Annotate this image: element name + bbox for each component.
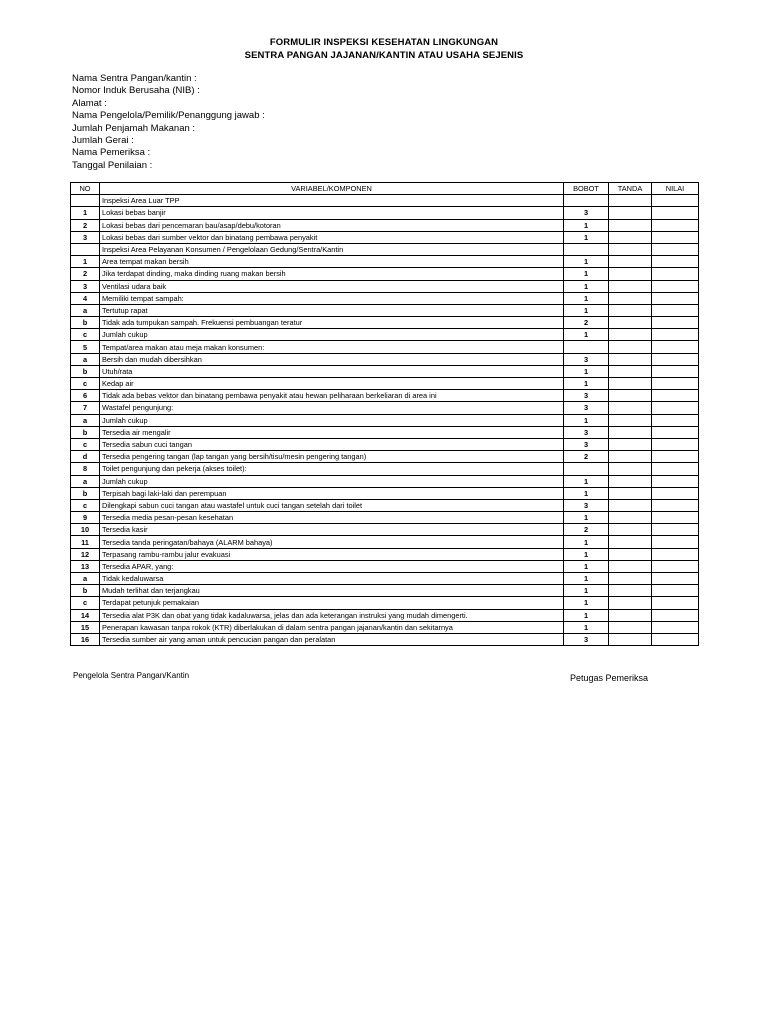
signature-petugas: Petugas Pemeriksa [570, 673, 649, 683]
row-number: 8 [71, 463, 100, 475]
table-header-row [71, 183, 699, 195]
row-variabel: Jumlah cukup [100, 329, 564, 341]
table-row [71, 207, 699, 219]
row-tanda[interactable] [609, 280, 652, 292]
row-variabel: Bersih dan mudah dibersihkan [100, 353, 564, 365]
row-bobot: 3 [564, 390, 609, 402]
row-nilai[interactable] [652, 499, 699, 511]
field-penjamah: Jumlah Penjamah Makanan : [72, 122, 196, 134]
row-variabel: Toilet pengunjung dan pekerja (akses toilet): [100, 463, 564, 475]
row-variabel: Tersedia kasir [100, 524, 564, 536]
row-number: d [71, 451, 100, 463]
row-variabel: Lokasi bebas dari pencemaran bau/asap/debu/kotoran [100, 219, 564, 231]
table-row [71, 560, 699, 572]
row-variabel: Area tempat makan bersih [100, 256, 564, 268]
row-nilai[interactable] [652, 426, 699, 438]
table-row [71, 378, 699, 390]
row-tanda[interactable] [609, 560, 652, 572]
row-bobot: 3 [564, 438, 609, 450]
row-tanda[interactable] [609, 487, 652, 499]
row-tanda[interactable] [609, 633, 652, 645]
row-number: 2 [71, 268, 100, 280]
row-number: a [71, 573, 100, 585]
field-nama-sentra: Nama Sentra Pangan/kantin : [72, 73, 197, 84]
row-tanda[interactable] [609, 195, 652, 207]
row-bobot: 1 [564, 512, 609, 524]
row-tanda[interactable] [609, 402, 652, 414]
row-number: 9 [71, 512, 100, 524]
row-number: c [71, 329, 100, 341]
row-number: 16 [71, 633, 100, 645]
table-row [71, 475, 699, 487]
row-nilai[interactable] [652, 487, 699, 499]
row-nilai[interactable] [652, 463, 699, 475]
row-number: a [71, 304, 100, 316]
row-tanda[interactable] [609, 597, 652, 609]
table-row [71, 280, 699, 292]
row-variabel: Terpisah bagi laki-laki dan perempuan [100, 487, 564, 499]
row-number: 5 [71, 341, 100, 353]
row-number: 12 [71, 548, 100, 560]
row-tanda[interactable] [609, 499, 652, 511]
row-number: 13 [71, 560, 100, 572]
row-nilai[interactable] [652, 268, 699, 280]
row-variabel: Tersedia APAR, yang: [100, 560, 564, 572]
row-number [71, 195, 100, 207]
header-bobot: BOBOT [564, 183, 609, 195]
table-row [71, 536, 699, 548]
row-number: 1 [71, 207, 100, 219]
row-bobot: 1 [564, 573, 609, 585]
row-bobot: 1 [564, 231, 609, 243]
table-row [71, 292, 699, 304]
row-tanda[interactable] [609, 292, 652, 304]
table-row [71, 243, 699, 255]
row-nilai[interactable] [652, 256, 699, 268]
row-number: b [71, 426, 100, 438]
table-row [71, 438, 699, 450]
table-row [71, 512, 699, 524]
row-nilai[interactable] [652, 633, 699, 645]
row-nilai[interactable] [652, 292, 699, 304]
row-tanda[interactable] [609, 438, 652, 450]
row-nilai[interactable] [652, 231, 699, 243]
table-row [71, 341, 699, 353]
row-nilai[interactable] [652, 451, 699, 463]
row-nilai[interactable] [652, 573, 699, 585]
row-number: 14 [71, 609, 100, 621]
table-row [71, 231, 699, 243]
row-nilai[interactable] [652, 402, 699, 414]
row-bobot: 3 [564, 402, 609, 414]
row-bobot: 1 [564, 280, 609, 292]
row-number: 10 [71, 524, 100, 536]
row-variabel: Jumlah cukup [100, 414, 564, 426]
row-variabel: Tersedia sabun cuci tangan [100, 438, 564, 450]
header-tanda: TANDA [609, 183, 652, 195]
table-row [71, 329, 699, 341]
row-tanda[interactable] [609, 573, 652, 585]
row-tanda[interactable] [609, 243, 652, 255]
row-nilai[interactable] [652, 560, 699, 572]
table-row [71, 451, 699, 463]
table-row [71, 585, 699, 597]
row-bobot [564, 243, 609, 255]
row-variabel: Lokasi bebas dari sumber vektor dan binatang pembawa penyakit [100, 231, 564, 243]
row-variabel: Memiliki tempat sampah: [100, 292, 564, 304]
field-gerai: Jumlah Gerai : [72, 135, 134, 147]
row-bobot: 1 [564, 536, 609, 548]
table-row [71, 463, 699, 475]
row-variabel: Wastafel pengunjung: [100, 402, 564, 414]
table-row [71, 633, 699, 645]
row-tanda[interactable] [609, 329, 652, 341]
table-row [71, 414, 699, 426]
table-row [71, 609, 699, 621]
row-nilai[interactable] [652, 243, 699, 255]
row-tanda[interactable] [609, 426, 652, 438]
row-bobot: 3 [564, 633, 609, 645]
row-bobot [564, 341, 609, 353]
row-nilai[interactable] [652, 195, 699, 207]
row-variabel: Ventilasi udara baik [100, 280, 564, 292]
table-row [71, 268, 699, 280]
row-bobot: 1 [564, 560, 609, 572]
field-pemeriksa: Nama Pemeriksa : [72, 147, 151, 159]
row-variabel: Kedap air [100, 378, 564, 390]
row-tanda[interactable] [609, 463, 652, 475]
row-nilai[interactable] [652, 548, 699, 560]
signature-pengelola: Pengelola Sentra Pangan/Kantin [73, 671, 190, 680]
row-nilai[interactable] [652, 475, 699, 487]
table-row [71, 390, 699, 402]
row-tanda[interactable] [609, 475, 652, 487]
row-bobot: 1 [564, 219, 609, 231]
row-nilai[interactable] [652, 536, 699, 548]
row-number: a [71, 353, 100, 365]
row-bobot: 3 [564, 426, 609, 438]
row-variabel: Inspeksi Area Luar TPP [100, 195, 564, 207]
row-bobot: 1 [564, 609, 609, 621]
inspection-table [70, 182, 699, 646]
row-variabel: Tidak kedaluwarsa [100, 573, 564, 585]
row-variabel: Lokasi bebas banjir [100, 207, 564, 219]
row-nilai[interactable] [652, 609, 699, 621]
row-number: 4 [71, 292, 100, 304]
row-number: 6 [71, 390, 100, 402]
row-tanda[interactable] [609, 414, 652, 426]
row-nilai[interactable] [652, 378, 699, 390]
row-tanda[interactable] [609, 304, 652, 316]
row-variabel: Jika terdapat dinding, maka dinding ruang makan bersih [100, 268, 564, 280]
row-number: a [71, 414, 100, 426]
row-variabel: Terdapat petunjuk pemakaian [100, 597, 564, 609]
table-row [71, 317, 699, 329]
row-number: a [71, 475, 100, 487]
row-number: b [71, 317, 100, 329]
row-variabel: Dilengkapi sabun cuci tangan atau wastafel untuk cuci tangan setelah dari toilet [100, 499, 564, 511]
row-variabel: Penerapan kawasan tanpa rokok (KTR) diberlakukan di dalam sentra pangan jajanan/kantin dan sekitarnya [100, 621, 564, 633]
row-nilai[interactable] [652, 280, 699, 292]
row-tanda[interactable] [609, 341, 652, 353]
row-tanda[interactable] [609, 621, 652, 633]
row-number: c [71, 378, 100, 390]
row-number: c [71, 499, 100, 511]
row-bobot: 1 [564, 304, 609, 316]
row-number: 2 [71, 219, 100, 231]
row-bobot: 1 [564, 414, 609, 426]
row-bobot: 1 [564, 365, 609, 377]
row-tanda[interactable] [609, 365, 652, 377]
table-row [71, 499, 699, 511]
row-tanda[interactable] [609, 378, 652, 390]
row-variabel: Tertutup rapat [100, 304, 564, 316]
row-bobot: 1 [564, 475, 609, 487]
header-variabel: VARIABEL/KOMPONEN [100, 183, 564, 195]
row-tanda[interactable] [609, 585, 652, 597]
row-variabel: Tersedia media pesan-pesan kesehatan [100, 512, 564, 524]
row-tanda[interactable] [609, 524, 652, 536]
row-nilai[interactable] [652, 304, 699, 316]
row-bobot: 1 [564, 256, 609, 268]
table-row [71, 195, 699, 207]
row-nilai[interactable] [652, 524, 699, 536]
row-bobot: 2 [564, 524, 609, 536]
row-nilai[interactable] [652, 512, 699, 524]
field-pengelola: Nama Pengelola/Pemilik/Penanggung jawab : [72, 110, 265, 122]
row-nilai[interactable] [652, 597, 699, 609]
row-bobot: 1 [564, 487, 609, 499]
row-nilai[interactable] [652, 207, 699, 219]
table-row [71, 402, 699, 414]
row-number: 3 [71, 280, 100, 292]
row-tanda[interactable] [609, 256, 652, 268]
table-row [71, 597, 699, 609]
table-row [71, 524, 699, 536]
table-row [71, 365, 699, 377]
row-nilai[interactable] [652, 219, 699, 231]
row-nilai[interactable] [652, 390, 699, 402]
row-number: 11 [71, 536, 100, 548]
identity-fields [72, 73, 265, 172]
row-nilai[interactable] [652, 365, 699, 377]
row-nilai[interactable] [652, 585, 699, 597]
row-tanda[interactable] [609, 548, 652, 560]
row-tanda[interactable] [609, 231, 652, 243]
row-number: b [71, 487, 100, 499]
row-bobot: 1 [564, 621, 609, 633]
field-alamat: Alamat : [72, 97, 107, 109]
row-nilai[interactable] [652, 621, 699, 633]
table-row [71, 573, 699, 585]
row-tanda[interactable] [609, 207, 652, 219]
table-row [71, 353, 699, 365]
header-no: NO [71, 183, 100, 195]
row-variabel: Inspeksi Area Pelayanan Konsumen / Pengelolaan Gedung/Sentra/Kantin [100, 243, 564, 255]
table-row [71, 219, 699, 231]
row-tanda[interactable] [609, 512, 652, 524]
row-bobot [564, 195, 609, 207]
row-tanda[interactable] [609, 451, 652, 463]
table-body [71, 195, 699, 646]
row-bobot: 3 [564, 353, 609, 365]
row-variabel: Tidak ada tumpukan sampah. Frekuensi pembuangan teratur [100, 317, 564, 329]
row-nilai[interactable] [652, 353, 699, 365]
header-nilai: NILAI [652, 183, 699, 195]
row-variabel: Tempat/area makan atau meja makan konsumen: [100, 341, 564, 353]
row-number: c [71, 438, 100, 450]
row-number: 7 [71, 402, 100, 414]
row-variabel: Tersedia tanda peringatan/bahaya (ALARM bahaya) [100, 536, 564, 548]
row-bobot: 1 [564, 292, 609, 304]
field-tanggal: Tanggal Penilaian : [72, 159, 153, 171]
row-tanda[interactable] [609, 219, 652, 231]
row-tanda[interactable] [609, 317, 652, 329]
row-bobot: 1 [564, 548, 609, 560]
row-bobot: 2 [564, 317, 609, 329]
row-nilai[interactable] [652, 329, 699, 341]
row-tanda[interactable] [609, 609, 652, 621]
row-variabel: Utuh/rata [100, 365, 564, 377]
row-bobot: 1 [564, 329, 609, 341]
row-number: b [71, 365, 100, 377]
table-row [71, 621, 699, 633]
row-bobot: 3 [564, 207, 609, 219]
row-nilai[interactable] [652, 341, 699, 353]
row-number: 15 [71, 621, 100, 633]
table-row [71, 548, 699, 560]
row-number: c [71, 597, 100, 609]
row-bobot: 1 [564, 597, 609, 609]
row-variabel: Terpasang rambu-rambu jalur evakuasi [100, 548, 564, 560]
row-number: 3 [71, 231, 100, 243]
row-variabel: Tersedia pengering tangan (lap tangan yang bersih/tisu/mesin pengering tangan) [100, 451, 564, 463]
row-bobot: 1 [564, 268, 609, 280]
table-row [71, 426, 699, 438]
row-number [71, 243, 100, 255]
table-row [71, 487, 699, 499]
row-tanda[interactable] [609, 353, 652, 365]
row-number: b [71, 585, 100, 597]
table-row [71, 256, 699, 268]
row-variabel: Jumlah cukup [100, 475, 564, 487]
row-tanda[interactable] [609, 536, 652, 548]
row-bobot: 2 [564, 451, 609, 463]
row-nilai[interactable] [652, 317, 699, 329]
row-tanda[interactable] [609, 268, 652, 280]
row-bobot: 1 [564, 378, 609, 390]
row-variabel: Tersedia alat P3K dan obat yang tidak kadaluwarsa, jelas dan ada keterangan instruksi yang mudah dimengerti. [100, 609, 564, 621]
row-bobot: 3 [564, 499, 609, 511]
form-subtitle: SENTRA PANGAN JAJANAN/KANTIN ATAU USAHA SEJENIS [244, 50, 524, 61]
row-variabel: Mudah terlihat dan terjangkau [100, 585, 564, 597]
row-variabel: Tidak ada bebas vektor dan binatang pembawa penyakit atau hewan peliharaan berkeliaran di area ini [100, 390, 564, 402]
row-nilai[interactable] [652, 414, 699, 426]
row-variabel: Tersedia air mengalir [100, 426, 564, 438]
table-row [71, 304, 699, 316]
row-tanda[interactable] [609, 390, 652, 402]
row-bobot [564, 463, 609, 475]
row-number: 1 [71, 256, 100, 268]
field-nib: Nomor Induk Berusaha (NIB) : [72, 85, 200, 97]
row-nilai[interactable] [652, 438, 699, 450]
row-bobot: 1 [564, 585, 609, 597]
row-variabel: Tersedia sumber air yang aman untuk pencucian pangan dan peralatan [100, 633, 564, 645]
form-title: FORMULIR INSPEKSI KESEHATAN LINGKUNGAN [269, 37, 499, 48]
